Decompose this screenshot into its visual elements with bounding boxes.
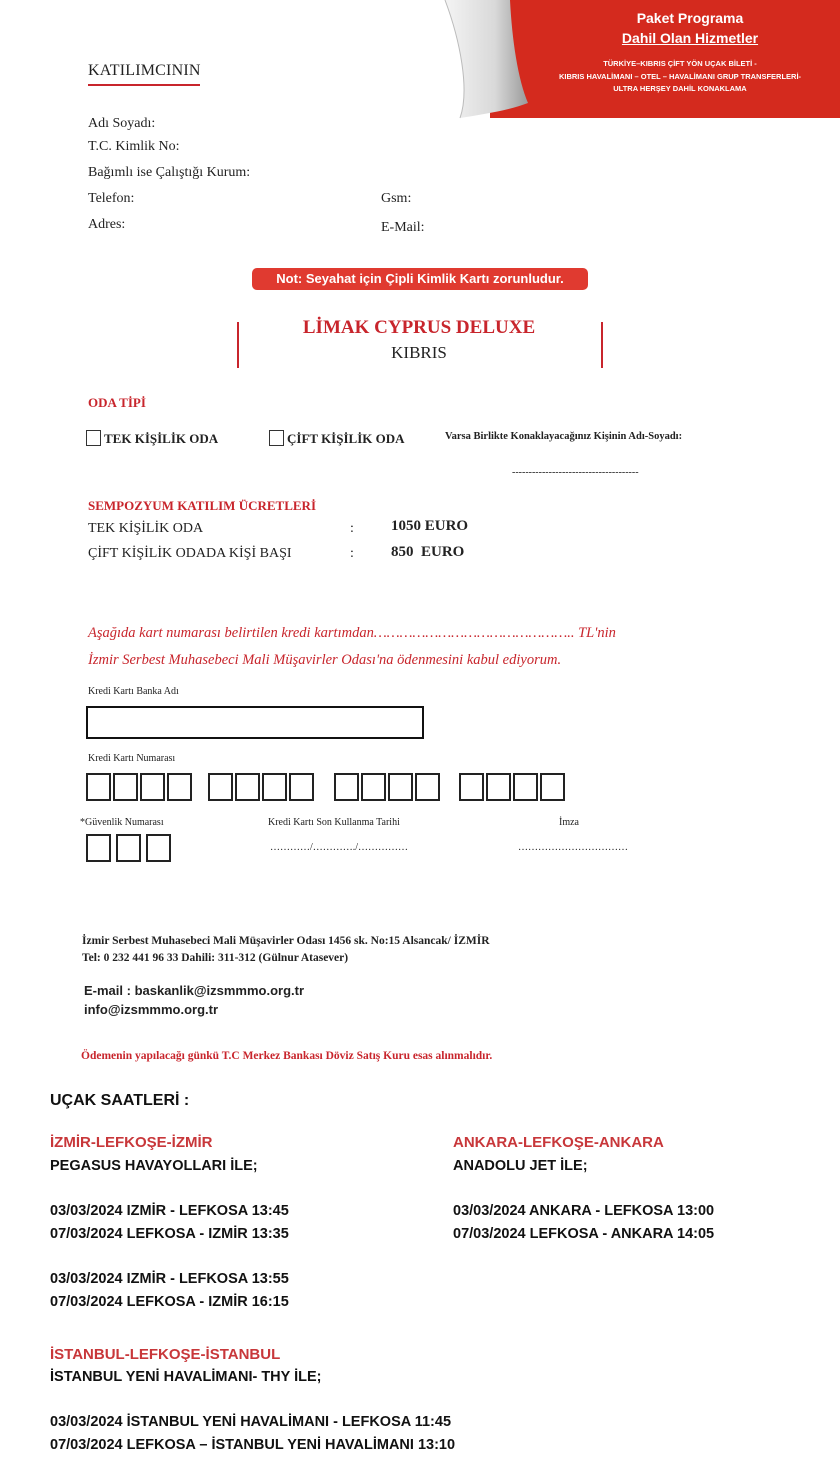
card-digit-box[interactable] [113,773,138,801]
exchange-rate-warning: Ödemenin yapılacağı günkü T.C Merkez Bankası Döviz Satış Kuru esas alınmalıdır. [81,1050,493,1062]
security-number-label: *Güvenlik Numarası [80,817,164,828]
flight-istanbul-1: 03/03/2024 İSTANBUL YENİ HAVALİMANI - LEFKOSA 11:45 [50,1414,452,1430]
hotel-name: LİMAK CYPRUS DELUXE [302,317,536,338]
signature-label: İmza [559,817,579,828]
route-istanbul: İSTANBUL-LEFKOŞE-İSTANBUL [50,1346,281,1363]
flight-izmir-3: 03/03/2024 IZMİR - LEFKOSA 13:55 [50,1271,289,1287]
fees-heading: SEMPOZYUM KATILIM ÜCRETLERİ [88,498,317,513]
flight-izmir-4: 07/03/2024 LEFKOSA - IZMİR 16:15 [50,1294,289,1310]
flight-izmir-2: 07/03/2024 LEFKOSA - IZMİR 13:35 [50,1226,289,1242]
organization-label: Bağımlı ise Çalıştığı Kurum: [88,165,251,180]
card-digit-box[interactable] [140,773,165,801]
page-curl-icon [440,0,530,120]
security-digit-box[interactable] [146,834,171,862]
card-digit-box[interactable] [459,773,484,801]
phone-label: Telefon: [88,191,135,206]
expiry-label: Kredi Kartı Son Kullanma Tarihi [268,817,400,828]
fee-label-double: ÇİFT KİŞİLİK ODADA KİŞİ BAŞI [88,546,292,561]
companion-label: Varsa Birlikte Konaklayacağınız Kişinin Adı-Soyadı: [445,431,683,442]
fee-sep-single: : [350,521,354,536]
fee-value-double: 850 EURO [391,544,465,560]
flight-istanbul-2: 07/03/2024 LEFKOSA – İSTANBUL YENİ HAVALİMANI 13:10 [50,1437,456,1453]
package-banner [490,0,840,118]
security-digit-box[interactable] [86,834,111,862]
address-label: Adres: [88,217,126,232]
tc-label: T.C. Kimlik No: [88,139,180,154]
security-digit-box[interactable] [116,834,141,862]
participant-heading: KATILIMCININ [88,62,201,79]
flight-ankara-2: 07/03/2024 LEFKOSA - ANKARA 14:05 [453,1226,715,1242]
card-digit-box[interactable] [262,773,287,801]
fee-sep-double: : [350,546,354,561]
contact-phone: Tel: 0 232 441 96 33 Dahili: 311-312 (Gülnur Atasever) [82,952,349,964]
card-number-label: Kredi Kartı Numarası [88,753,176,764]
fee-label-single: TEK KİŞİLİK ODA [88,521,204,536]
double-room-checkbox[interactable] [269,430,284,446]
card-digit-box[interactable] [361,773,386,801]
contact-address: İzmir Serbest Muhasebeci Mali Müşavirler Odası 1456 sk. No:15 Alsancak/ İZMİR [82,935,490,947]
hotel-city: KIBRIS [391,343,447,362]
airline-ankara: ANADOLU JET İLE; [453,1158,588,1174]
payment-consent-1: Aşağıda kart numarası belirtilen kredi kartımdan……………………………………….. TL'nin [88,625,616,641]
card-digit-box[interactable] [167,773,192,801]
heading-underline [88,84,200,86]
flight-izmir-1: 03/03/2024 IZMİR - LEFKOSA 13:45 [50,1203,289,1219]
banner-title-1: Paket Programa [636,10,744,26]
card-digit-box[interactable] [388,773,413,801]
single-room-label: TEK KİŞİLİK ODA [104,431,219,446]
room-type-heading: ODA TİPİ [88,395,146,410]
id-card-note: Not: Seyahat için Çipli Kimlik Kartı zorunludur. [252,268,588,290]
route-izmir: İZMİR-LEFKOŞE-İZMİR [50,1134,213,1151]
email-label: E-Mail: [381,220,425,235]
single-room-checkbox[interactable] [86,430,101,446]
banner-service-2: KIBRIS HAVALİMANI – OTEL – HAVALİMANI GRUP TRANSFERLERİ- [558,71,802,81]
banner-service-1: TÜRKİYE–KIBRIS ÇİFT YÖN UÇAK BİLETİ - [603,59,757,68]
expiry-field[interactable]: …………/…………./…………… [270,842,409,853]
route-ankara: ANKARA-LEFKOŞE-ANKARA [453,1134,664,1151]
contact-email-2: info@izsmmmo.org.tr [84,1002,219,1017]
banner-title-2: Dahil Olan Hizmetler [621,30,759,46]
bank-name-field[interactable] [86,706,424,739]
banner-services [520,58,840,96]
card-digit-box[interactable] [208,773,233,801]
card-digit-box[interactable] [415,773,440,801]
airline-istanbul: İSTANBUL YENİ HAVALİMANI- THY İLE; [50,1369,322,1385]
card-digit-box[interactable] [334,773,359,801]
card-digit-box[interactable] [486,773,511,801]
flights-heading: UÇAK SAATLERİ : [50,1092,190,1109]
banner-service-3: ULTRA HERŞEY DAHİL KONAKLAMA [613,84,747,93]
card-digit-box[interactable] [513,773,538,801]
airline-izmir: PEGASUS HAVAYOLLARI İLE; [50,1158,258,1174]
card-digit-box[interactable] [289,773,314,801]
card-digit-box[interactable] [235,773,260,801]
card-digit-box[interactable] [86,773,111,801]
card-digit-box[interactable] [540,773,565,801]
contact-email-1: E-mail : baskanlik@izsmmmo.org.tr [84,983,305,998]
bank-name-label: Kredi Kartı Banka Adı [88,686,179,697]
flight-ankara-1: 03/03/2024 ANKARA - LEFKOSA 13:00 [453,1203,715,1219]
fee-value-single: 1050 EURO [391,518,469,534]
gsm-label: Gsm: [381,191,412,206]
payment-consent-2: İzmir Serbest Muhasebeci Mali Müşavirler Odası'na ödenmesini kabul ediyorum. [88,652,562,668]
companion-line[interactable]: -------------------------------------- [512,467,639,478]
double-room-label: ÇİFT KİŞİLİK ODA [287,431,405,446]
signature-field[interactable]: …………………………… [518,842,628,853]
name-label: Adı Soyadı: [88,116,156,131]
